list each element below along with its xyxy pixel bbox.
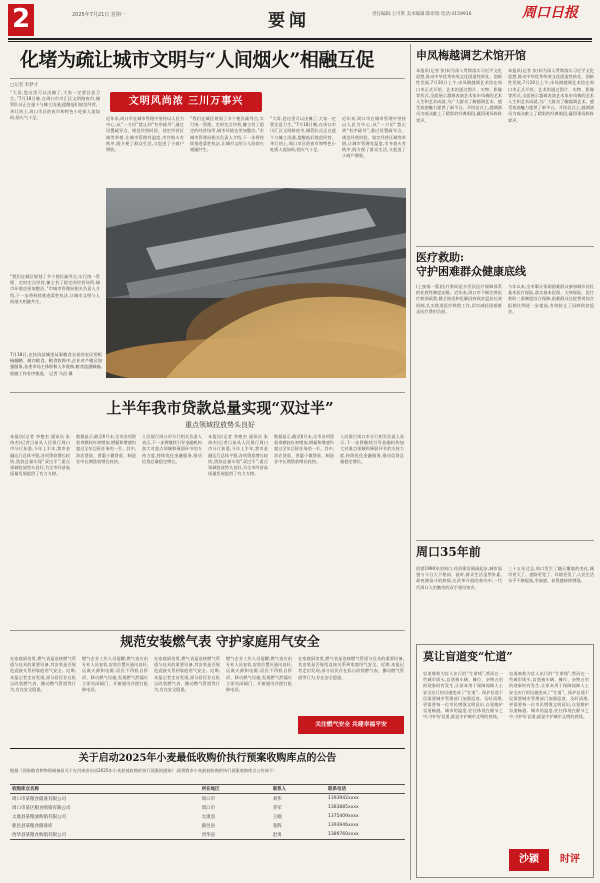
loan-top-rule: [10, 392, 405, 393]
loan-col3: 人民银行周口市分行相关负责人表示,下一步将继续引导金融机构加大对重点领域和薄弱环节的支持力度,持续优化金融服务,推动信贷总量稳定增长。: [142, 434, 202, 464]
main-byline: □记者 李梦才: [10, 83, 39, 88]
page-header: [0, 0, 600, 44]
notice-table: [10, 784, 405, 840]
column-divider: [410, 44, 411, 880]
loan-col4: 本报讯(记者 李艳杰 通讯员 朱伟杰)记者日前从人民银行周口市分行获悉,今年上半年,我市金融运行总体平稳,各项贷款增长较快,贷款总量实现“双过半”,重点领域投放势头良好,为全市经济高质量发展提供了有力支撑。: [208, 434, 268, 477]
table-row: [10, 803, 405, 812]
news-photo: [106, 188, 406, 378]
gas-ad-text: 关注燃气安全 共建幸福平安: [315, 722, 387, 728]
artist-headline: 申凤梅越调艺术馆开馆: [416, 49, 526, 62]
artist-col1: 本报讯(记者 张伟)为深入贯彻落实习近平文化思想,推动中华优秀传统文化创造性转化、创新性发展,7月20日上午,申凤梅越调艺术馆在周口市正式开馆。艺术馆通过图片、实物、影像等形式,全面展示越调表演艺术家申凤梅的艺术人生和艺术成就,为广大群众了解越调艺术、感受戏曲魅力提供了新平台。开馆仪式上,越调演员为观众献上了精彩的经典唱段,赢得现场阵阵掌声。: [416, 68, 502, 123]
main-headline-rule: [10, 78, 405, 79]
thirty-five-headline: 周口35年前: [416, 545, 481, 559]
main-body-col1b: “我们在城区规划了多个便民疏导点,实行统一管理、定时定点经营,摊主有了稳定的经营场所,城市环境也更加整洁。”市城市管理局相关负责人介绍,下一步将持续推进柔性执法,让城市文明与人间烟火相融共生。: [10, 274, 100, 304]
cell-phone: 1383885xxxx: [327, 805, 359, 810]
medical-headline-2: 守护困难群众健康底线: [416, 265, 526, 278]
notice-table-header: [10, 785, 405, 794]
header-rule-thin: [8, 41, 592, 42]
cell-region: 西华县: [201, 832, 216, 838]
commentary-headline: 莫让盲道变“忙道”: [423, 650, 513, 663]
col-header-depot: 收购库点名称: [12, 787, 39, 792]
notice-top-rule: [10, 748, 405, 749]
gas-col3: 在家庭厨房里,燃气表是连接燃气管道与灶具的重要设备,其安装是否规范直接关系到家庭用气安全。近期,本报记者走访发现,部分居民存在私自改装燃气表、挪动燃气管道等行为,存在安全隐患。: [154, 656, 220, 693]
badge-text: 文明风尚浓 三川万事兴: [128, 96, 244, 107]
header-rule: [8, 38, 592, 40]
cell-region: 鹿邑县: [201, 823, 216, 829]
cell-contact: 李军: [272, 805, 282, 811]
gas-col2: 燃气企业工作人员提醒,燃气表应由专业人员安装,安装位置应通风良好,远离火源和电源,居民不得私自拆改、移动燃气设施,发现燃气泄漏应立即关闭阀门、开窗通风并拨打抢修电话。: [82, 656, 148, 693]
commentary-box: [416, 644, 594, 878]
notice-intro: 根据《国家粮食和物资储备局关于在河南省启动2025年小麦最低收购价执行预案的通知》,现将我市小麦最低收购价执行预案收购库点公告如下:: [10, 768, 275, 773]
table-row: [10, 794, 405, 804]
table-row: [10, 812, 405, 821]
gas-headline: 规范安装燃气表 守护家庭用气安全: [120, 635, 320, 650]
col-header-contact: 联系人: [272, 787, 287, 792]
main-body-col2: 近年来,周口市在城市管理中坚持以人民为中心,从“一刀切”禁止到“有序疏导”,通过设置疏导点、规范经营时段、划定经营区域等举措,让城市管理有温度,市井烟火有秩序,既方便了群众生活,又促进了小商户增收。: [106, 116, 184, 153]
cell-contact: 刘伟: [272, 796, 282, 802]
cell-depot: 西华县某粮食购销有限公司: [12, 832, 66, 838]
gas-col4: 燃气企业工作人员提醒,燃气表应由专业人员安装,安装位置应通风良好,远离火源和电源,居民不得私自拆改、移动燃气设施,发现燃气泄漏应立即关闭阀门、开窗通风并拨打抢修电话。: [226, 656, 292, 693]
loan-col5: 数据显示,截至6月末,全市各项贷款余额较年初增加,增量和增速均超过全年目标任务的一半。其中,涉农贷款、普惠小微贷款、制造业中长期贷款增长较快。: [274, 434, 334, 464]
commentary-tag-primary: [509, 849, 549, 871]
gas-col1: 在家庭厨房里,燃气表是连接燃气管道与灶具的重要设备,其安装是否规范直接关系到家庭用气安全。近期,本报记者走访发现,部分居民存在私自改装燃气表、挪动燃气管道等行为,存在安全隐患。: [10, 656, 76, 693]
gas-top-rule: [10, 630, 405, 631]
cell-region: 太康县: [201, 814, 216, 820]
thirty-five-col1: 回望1990年的周口,经济建设刚刚起步,城市面貌与今日大不相同。彼时,群众生活虽然朴素,却充满奋斗的热情,在改革开放的春风中,一代代周口人用勤劳的双手建设家乡。: [416, 566, 502, 590]
table-row: [10, 830, 405, 840]
col-header-region: 所在地区: [201, 787, 220, 792]
thirty-five-col2: 三十五年过去,周口发生了翻天覆地的变化,城市更大了、道路更宽了、环境更美了,人民生活水平不断提高,幸福感、获得感持续增强。: [508, 566, 594, 584]
cell-depot: 鹿邑县某粮食储备库: [12, 823, 53, 829]
main-body-col5: 近年来,周口市在城市管理中坚持以人民为中心,从“一刀切”禁止到“有序疏导”,通过设置疏导点、规范经营时段、划定经营区域等举措,让城市管理有温度,市井烟火有秩序,既方便了群众生活,又促进了小商户增收。: [342, 116, 406, 159]
notice-headline: 关于启动2025年小麦最低收购价执行预案收购库点的公告: [78, 753, 337, 764]
cell-region: 周口市: [201, 805, 216, 811]
medical-headline-1: 医疗救助:: [416, 251, 465, 264]
section-title: 要闻: [268, 11, 310, 31]
commentary-tag: [509, 849, 589, 871]
commentary-tag-primary-text: 沙颍: [519, 854, 539, 865]
main-body-col1: “大哥,您这里可以出摊了,大家一定要注意卫生。”7月18日晚,在周口市川汇区文明路夜市,城管队员正在逐个与摊主沟通,提醒他们规范经营。华灯初上,周口市区的夜市和特色小吃街人流如织,烟火气十足。: [10, 90, 100, 120]
loan-col2: 数据显示,截至6月末,全市各项贷款余额较年初增加,增量和增速均超过全年目标任务的一半。其中,涉农贷款、普惠小微贷款、制造业中长期贷款增长较快。: [76, 434, 136, 464]
loan-col6: 人民银行周口市分行相关负责人表示,下一步将继续引导金融机构加大对重点领域和薄弱环节的支持力度,持续优化金融服务,推动信贷总量稳定增长。: [340, 434, 404, 464]
commentary-tag-secondary-text: 时评: [560, 854, 580, 865]
cell-contact: 张辉: [272, 823, 282, 829]
cell-contact: 王刚: [272, 814, 282, 820]
commentary-col1: 盲道被称为盲人出行的“生命线”,然而在一些城市街头,盲道被车辆、摊位、杂物占用的现象时有发生,让原本用于保障视障人士安全出行的设施变成了“忙道”。保护盲道不仅需要城市管理部门加强巡查、及时清理,更需要每一位市民增强文明意识,自觉维护盲道畅通。城市的温度,往往体现在细节之中,守护好盲道,就是守护城市文明的底线。: [423, 671, 503, 720]
medical-col1: (上接第一版)医疗救助是多层次医疗保障体系的托底性制度安排。近年来,周口市不断完善医疗救助政策,健全防范和化解因病致贫返贫长效机制,扎实推进医疗救助工作,切实减轻困难群众医疗费用负担。: [416, 284, 502, 314]
medical-col2: 今年以来,全市累计资助困难群众参加城乡居民基本医疗保险,落实基本医保、大病保险、医疗救助三重制度综合保障,困难群众住院费用综合报销比例进一步提高,有效防止了因病致贫返贫。: [508, 284, 594, 314]
grain-photo-image: [106, 188, 406, 378]
medical-top-rule: [416, 246, 594, 247]
loan-subheadline: 重点领域投放势头良好: [185, 421, 255, 429]
cell-depot: 周口市某粮食储备有限公司: [12, 796, 66, 802]
cell-depot: 太康县某粮油购销有限公司: [12, 814, 66, 820]
photo-caption: 7月18日,在扶沟县城里从事粮食交易的农民用机械翻晒、储存粮食。粮食收购中,企业对产粮区加强服务,各类市场主体积极入市收购,粮食流通顺畅,收储工作有序推进。 记者 马昌 摄: [10, 352, 102, 376]
page-number: 2: [11, 4, 31, 34]
cell-phone: 1393946xxxx: [327, 823, 359, 828]
loan-col1: 本报讯(记者 李艳杰 通讯员 朱伟杰)记者日前从人民银行周口市分行获悉,今年上半年,我市金融运行总体平稳,各项贷款增长较快,贷款总量实现“双过半”,重点领域投放势头良好,为全市经济高质量发展提供了有力支撑。: [10, 434, 70, 477]
cell-contact: 赵勇: [272, 832, 282, 838]
header-date: 2025年7月21日 星期一: [72, 12, 126, 18]
main-body-col4: “大哥,您这里可以出摊了,大家一定要注意卫生。”7月18日晚,在周口市川汇区文明路夜市,城管队员正在逐个与摊主沟通,提醒他们规范经营。华灯初上,周口市区的夜市和特色小吃街人流如织,烟火气十足。: [270, 116, 336, 153]
artist-col2: 本报讯(记者 张伟)为深入贯彻落实习近平文化思想,推动中华优秀传统文化创造性转化、创新性发展,7月20日上午,申凤梅越调艺术馆在周口市正式开馆。艺术馆通过图片、实物、影像等形式,全面展示越调表演艺术家申凤梅的艺术人生和艺术成就,为广大群众了解越调艺术、感受戏曲魅力提供了新平台。开馆仪式上,越调演员为观众献上了精彩的经典唱段,赢得现场阵阵掌声。: [508, 68, 594, 123]
cell-region: 周口市: [201, 796, 216, 802]
cell-phone: 1389760xxxx: [327, 832, 359, 837]
commentary-col2: 盲道被称为盲人出行的“生命线”,然而在一些城市街头,盲道被车辆、摊位、杂物占用的现象时有发生,让原本用于保障视障人士安全出行的设施变成了“忙道”。保护盲道不仅需要城市管理部门加强巡查、及时清理,更需要每一位市民增强文明意识,自觉维护盲道畅通。城市的温度,往往体现在细节之中,守护好盲道,就是守护城市文明的底线。: [509, 671, 589, 720]
col-header-phone: 联系电话: [327, 787, 346, 792]
header-editors: 责任编辑:王可系 美术编辑:陈审瑞 电话:4159916: [372, 12, 472, 17]
gas-col5: 在家庭厨房里,燃气表是连接燃气管道与灶具的重要设备,其安装是否规范直接关系到家庭用气安全。近期,本报记者走访发现,部分居民存在私自改装燃气表、挪动燃气管道等行为,存在安全隐患。: [298, 656, 404, 680]
paper-logo: 周口日报: [522, 5, 578, 21]
gas-ad-banner: [298, 716, 404, 734]
main-body-col3: “我们在城区规划了多个便民疏导点,实行统一管理、定时定点经营,摊主有了稳定的经营场所,城市环境也更加整洁。”市城市管理局相关负责人介绍,下一步将持续推进柔性执法,让城市文明与人间烟火相融共生。: [190, 116, 264, 153]
cell-phone: 1375409xxxx: [327, 814, 359, 819]
thirty-five-top-rule: [416, 540, 594, 541]
cell-phone: 1393942xxxx: [327, 796, 359, 801]
badge-banner: [110, 92, 262, 112]
table-row: [10, 821, 405, 830]
loan-headline: 上半年我市贷款总量实现“双过半”: [106, 399, 334, 417]
cell-depot: 周口市某区粮食购销有限公司: [12, 805, 71, 811]
main-headline: 化堵为疏让城市文明与“人间烟火”相融互促: [20, 49, 374, 71]
